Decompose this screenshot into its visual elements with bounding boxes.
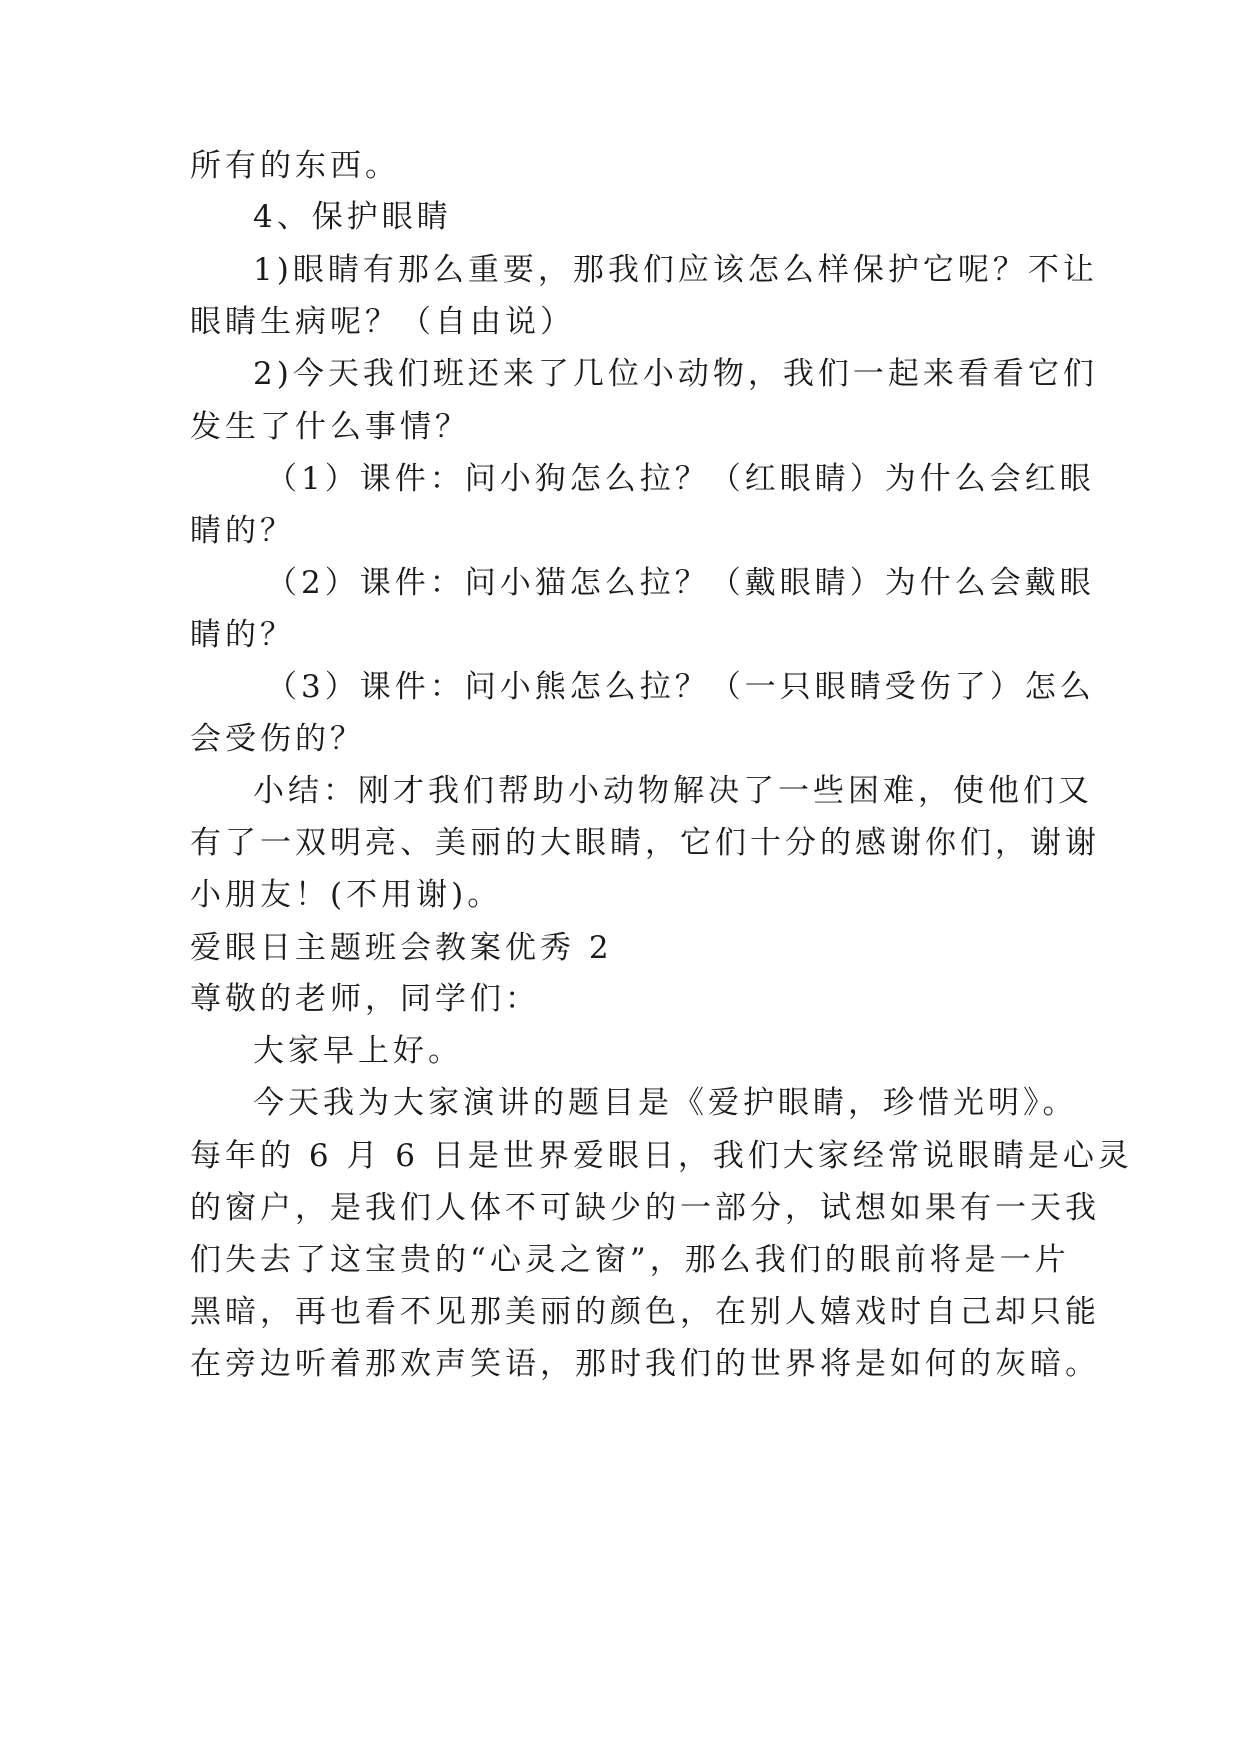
salutation: 尊敬的老师，同学们： xyxy=(190,981,540,1017)
text-line: 2)今天我们班还来了几位小动物，我们一起来看看它们 xyxy=(253,356,1098,392)
text-line: 所有的东西。 xyxy=(190,148,400,184)
text-line: 每年的 6 月 6 日是世界爱眼日，我们大家经常说眼睛是心灵 xyxy=(190,1138,1133,1174)
text-line: 小结：刚才我们帮助小动物解决了一些困难，使他们又 xyxy=(253,773,1093,809)
text-line: 的窗户，是我们人体不可缺少的一部分，试想如果有一天我 xyxy=(190,1190,1100,1226)
text-line: （1）课件：问小狗怎么拉？（红眼睛）为什么会红眼 xyxy=(266,461,1095,497)
text-line: 们失去了这宝贵的“心灵之窗”，那么我们的眼前将是一片 xyxy=(190,1242,1070,1278)
text-line: 在旁边听着那欢声笑语，那时我们的世界将是如何的灰暗。 xyxy=(190,1346,1100,1382)
text-line: 睛的？ xyxy=(190,617,295,653)
text-line: 眼睛生病呢？（自由说） xyxy=(190,304,575,340)
text-line: 大家早上好。 xyxy=(253,1033,463,1069)
text-line: 小朋友！(不用谢)。 xyxy=(190,877,503,913)
text-line: （3）课件：问小熊怎么拉？（一只眼睛受伤了）怎么 xyxy=(266,669,1095,705)
text-line: 发生了什么事情？ xyxy=(190,409,470,445)
text-line: 会受伤的？ xyxy=(190,721,365,757)
section-heading: 4、保护眼睛 xyxy=(253,199,452,235)
section-title: 爱眼日主题班会教案优秀 2 xyxy=(190,930,613,966)
text-line: 黑暗，再也看不见那美丽的颜色，在别人嬉戏时自己却只能 xyxy=(190,1294,1100,1330)
text-line: 睛的？ xyxy=(190,513,295,549)
text-line: 有了一双明亮、美丽的大眼睛，它们十分的感谢你们，谢谢 xyxy=(190,825,1100,861)
text-line: 1)眼睛有那么重要，那我们应该怎么样保护它呢？不让 xyxy=(253,252,1098,288)
text-line: （2）课件：问小猫怎么拉？（戴眼睛）为什么会戴眼 xyxy=(266,565,1095,601)
text-line: 今天我为大家演讲的题目是《爱护眼睛，珍惜光明》。 xyxy=(253,1085,1078,1121)
